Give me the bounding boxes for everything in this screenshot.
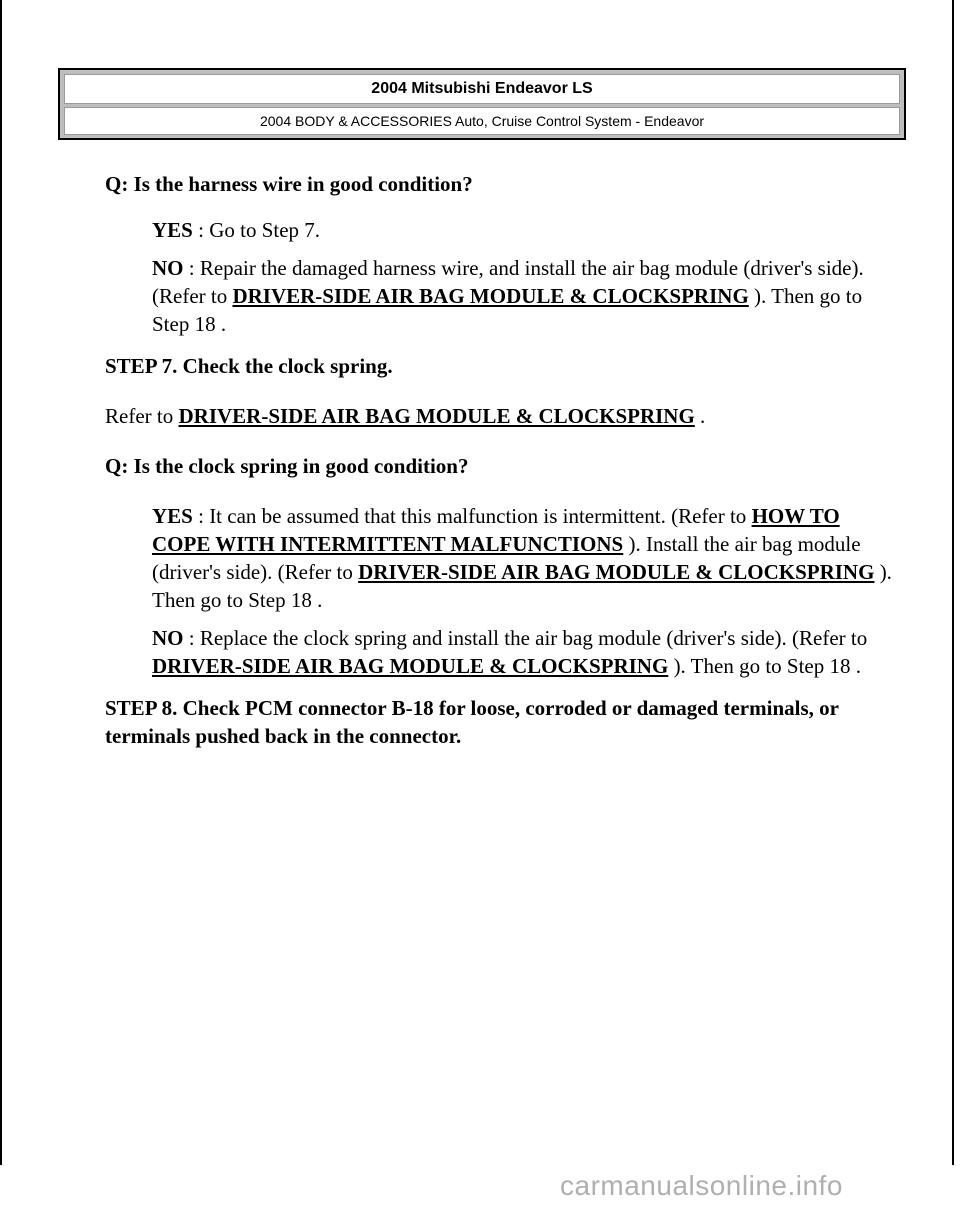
step-8-heading: STEP 8. Check PCM connector B-18 for loose, corroded or damaged terminals, or terminals pushed back in the connector. xyxy=(105,696,839,748)
watermark: carmanualsonline.info xyxy=(560,1170,843,1201)
link-airbag-clockspring[interactable]: DRIVER-SIDE AIR BAG MODULE & CLOCKSPRING xyxy=(358,560,875,584)
refer-step-7 xyxy=(105,402,895,430)
link-airbag-clockspring[interactable]: DRIVER-SIDE AIR BAG MODULE & CLOCKSPRING xyxy=(232,284,749,308)
refer-text-end: . xyxy=(694,404,706,428)
step-7-heading: STEP 7. Check the clock spring. xyxy=(105,354,393,378)
answer-yes-text-mid: ). Install the air bag module (driver's side). (Refer to xyxy=(152,532,861,584)
answer-yes-harness xyxy=(152,216,895,244)
answer-no-harness xyxy=(152,254,895,338)
answer-no-text-end: ). Then go to Step 18 . xyxy=(668,654,861,678)
answer-no-label: NO xyxy=(152,256,184,280)
header-title: 2004 Mitsubishi Endeavor LS xyxy=(64,74,900,104)
question-clock-spring: Q: Is the clock spring in good condition? xyxy=(105,454,469,478)
answer-no-text: : Replace the clock spring and install the air bag module (driver's side). (Refer to xyxy=(183,626,868,650)
answer-no-text: : Repair the damaged harness wire, and install the air bag module (driver's side). (Refer to xyxy=(152,256,864,308)
link-airbag-clockspring[interactable]: DRIVER-SIDE AIR BAG MODULE & CLOCKSPRING xyxy=(178,404,695,428)
link-airbag-clockspring[interactable]: DRIVER-SIDE AIR BAG MODULE & CLOCKSPRING xyxy=(152,654,669,678)
answer-yes-text: : Go to Step 7. xyxy=(192,218,321,242)
header-subtitle: 2004 BODY & ACCESSORIES Auto, Cruise Control System - Endeavor xyxy=(64,107,900,135)
link-intermittent-malfunctions[interactable]: HOW TO COPE WITH INTERMITTENT MALFUNCTIONS xyxy=(152,504,840,556)
refer-text: Refer to xyxy=(105,404,179,428)
document-body xyxy=(105,170,895,764)
answer-no-label: NO xyxy=(152,626,184,650)
answer-yes-text: : It can be assumed that this malfunction is intermittent. (Refer to xyxy=(192,504,752,528)
answer-yes-label: YES xyxy=(152,218,193,242)
document-header xyxy=(58,68,906,140)
question-harness-wire: Q: Is the harness wire in good condition? xyxy=(105,172,473,196)
page-border-right xyxy=(952,0,954,1165)
page-border-left xyxy=(0,0,2,1165)
answer-yes-text-end: ). Then go to Step 18 . xyxy=(152,560,892,612)
answer-no-clock-spring xyxy=(152,624,895,680)
answer-no-text-end: ). Then go to Step 18 . xyxy=(152,284,863,336)
answer-yes-clock-spring xyxy=(152,502,895,614)
answer-yes-label: YES xyxy=(152,504,193,528)
